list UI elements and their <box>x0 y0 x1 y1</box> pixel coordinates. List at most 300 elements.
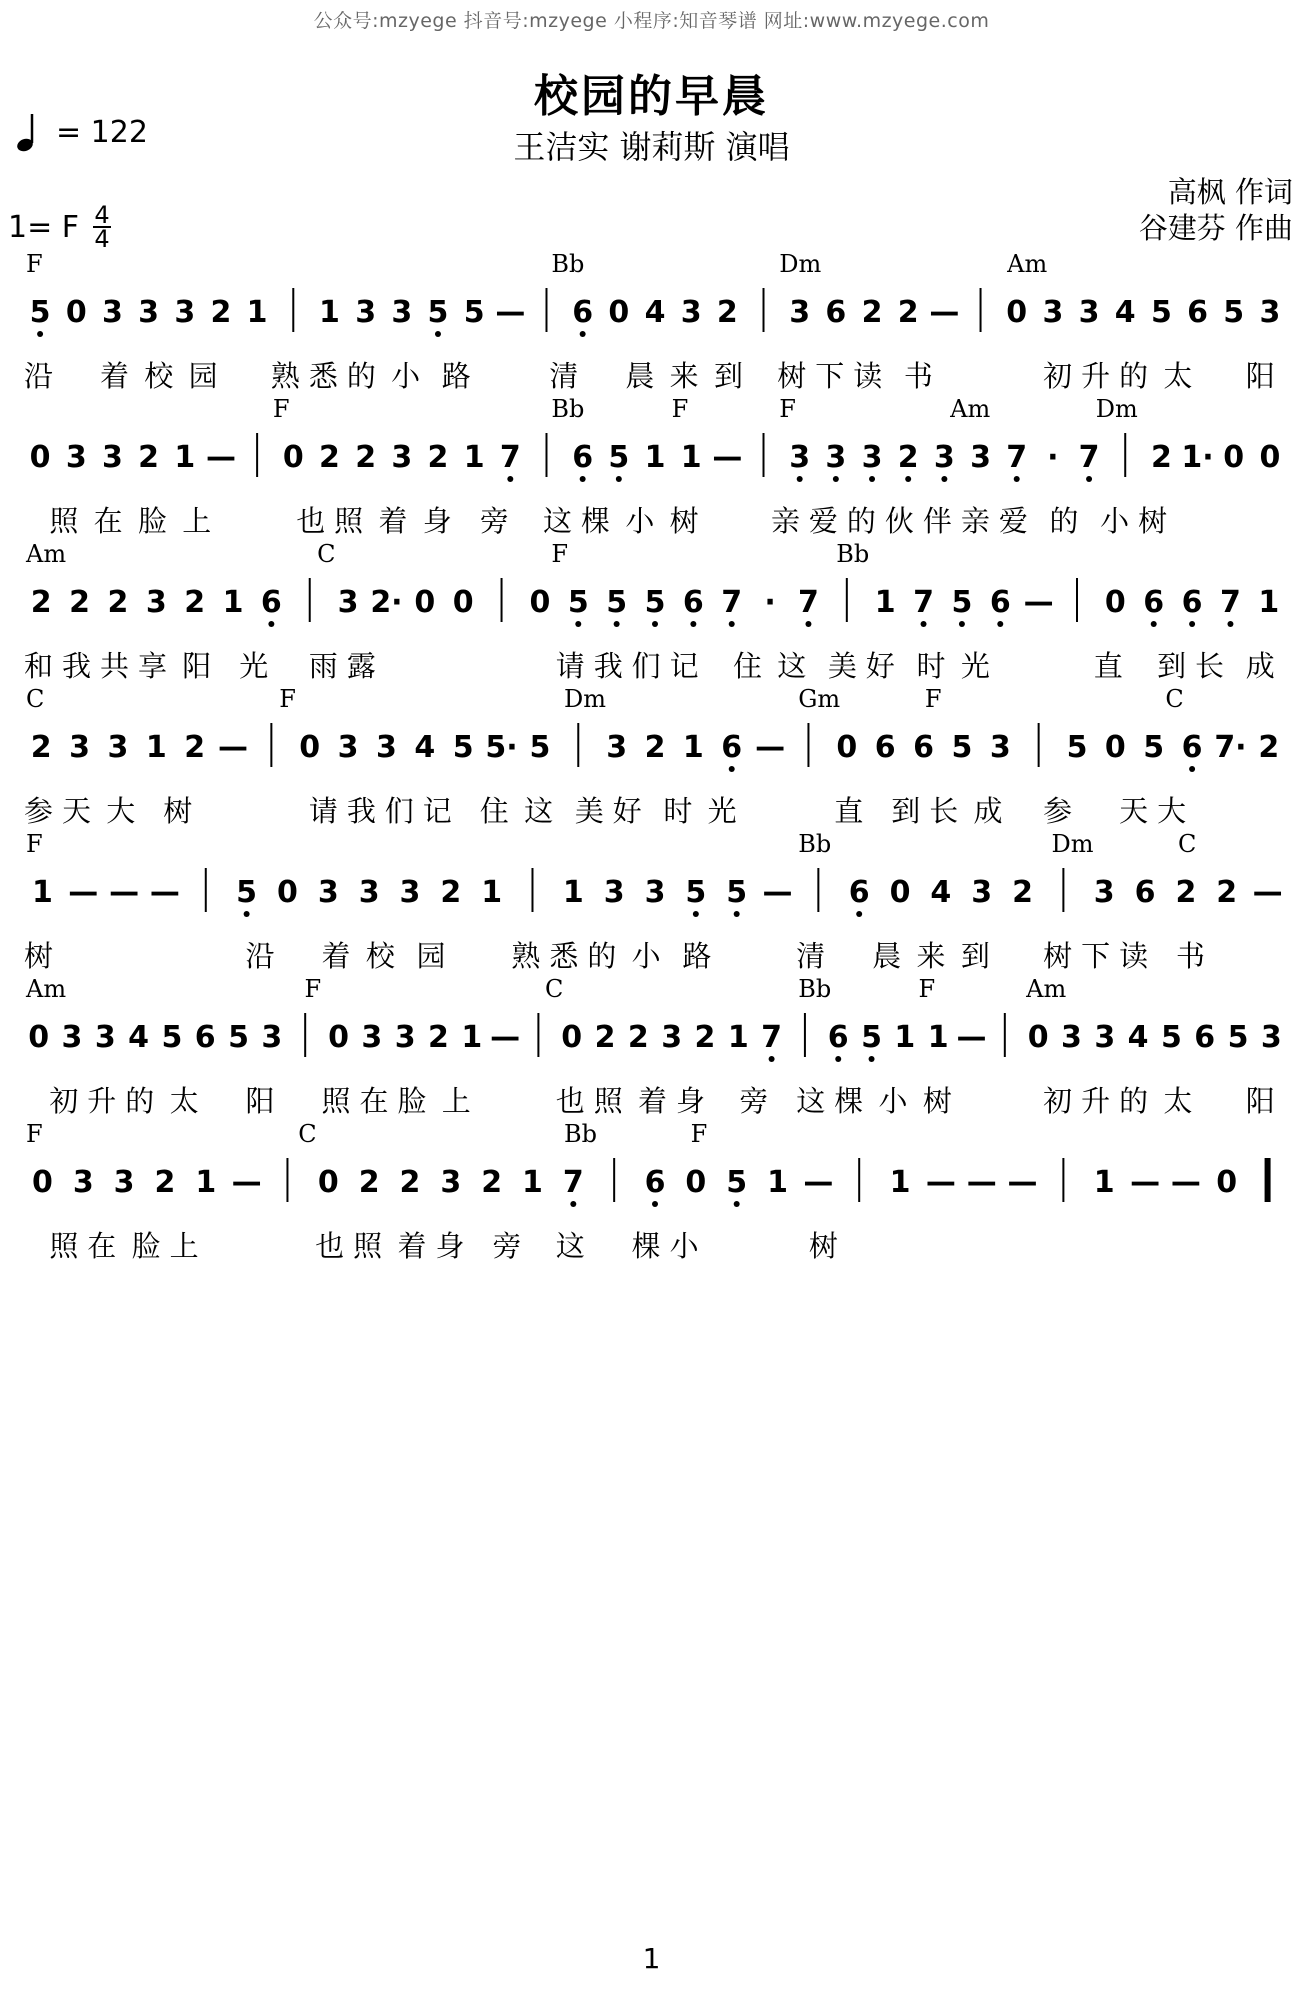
lyric-syllable: 小 <box>631 939 661 973</box>
key-label: 1= F <box>8 209 80 245</box>
chord-row <box>0 250 1303 280</box>
note-numeral: 3 <box>789 295 811 330</box>
lyric-syllable: 升 <box>87 1084 117 1118</box>
source-info-header: 公众号:mzyege 抖音号:mzyege 小程序:知音琴谱 网址:www.mzyege.com <box>313 10 990 32</box>
note-numeral: 1 <box>767 1165 788 1200</box>
lower-octave-dot <box>1086 476 1092 482</box>
note-numeral: 3 <box>145 585 167 620</box>
lyric-syllable: 的 <box>1119 1084 1149 1118</box>
lower-octave-dot <box>575 621 581 627</box>
note-numeral: 3 <box>644 875 666 910</box>
lower-octave-dot <box>614 621 620 627</box>
note-numeral: 1 <box>727 1020 749 1055</box>
note-numeral: 7 <box>721 585 743 620</box>
chord-symbol: Bb <box>551 250 585 278</box>
sustain-dash: — <box>68 875 99 910</box>
lyric-syllable: 树 <box>24 939 54 973</box>
lower-octave-dot <box>729 621 735 627</box>
lower-octave-dot <box>869 1056 875 1062</box>
note-numeral: 0 <box>31 1165 53 1200</box>
note-numeral: 7 <box>913 585 934 620</box>
note-numeral: 3 <box>174 295 196 330</box>
credits-block <box>1139 174 1293 246</box>
lyric-syllable: 校 <box>144 359 174 393</box>
lyric-syllable: 园 <box>416 939 446 973</box>
notation-row <box>22 719 1288 799</box>
lyric-syllable: 着 <box>397 1229 427 1263</box>
chord-symbol: F <box>690 1120 708 1148</box>
note-numeral: 2 <box>1012 875 1033 910</box>
note-numeral: 4 <box>644 295 666 330</box>
chord-symbol: C <box>26 685 45 713</box>
note-numeral: 1 <box>222 585 244 620</box>
lower-octave-dot <box>1014 476 1020 482</box>
note-numeral: 1 <box>894 1020 916 1055</box>
chord-row <box>0 975 1303 1005</box>
lyric-syllable: 下 <box>1081 939 1111 973</box>
note-numeral: 2 <box>644 730 666 765</box>
sustain-dash: — <box>231 1165 262 1200</box>
note-numeral: 7 <box>1006 440 1028 475</box>
lower-octave-dot <box>1227 621 1233 627</box>
note-numeral: 6 <box>1194 1020 1216 1055</box>
note-numeral: 0 <box>1259 440 1281 475</box>
score-line <box>0 395 1303 545</box>
note-numeral: 7· <box>1214 730 1247 765</box>
note-numeral: 3 <box>101 440 123 475</box>
lyric-syllable: 光 <box>707 794 737 828</box>
lower-octave-dot <box>570 1201 576 1207</box>
lyric-syllable: 小 <box>878 1084 908 1118</box>
note-numeral: 3 <box>989 730 1011 765</box>
key-signature <box>8 201 111 253</box>
note-numeral: 2 <box>1258 730 1280 765</box>
note-numeral: 6 <box>825 295 847 330</box>
chord-symbol: F <box>279 685 296 713</box>
lyric-syllable: 清 <box>796 939 826 973</box>
song-title: 校园的早晨 <box>534 71 769 122</box>
note-numeral: 1 <box>889 1165 911 1200</box>
note-numeral: 0 <box>282 440 304 475</box>
lower-octave-dot <box>734 911 740 917</box>
lyric-syllable: 的 <box>125 1084 155 1118</box>
lower-octave-dot <box>1189 766 1195 772</box>
note-numeral: 1 <box>644 440 666 475</box>
chord-symbol: Dm <box>564 685 607 713</box>
chord-symbol: F <box>304 975 322 1003</box>
note-numeral: 0 <box>317 1165 339 1200</box>
lyric-syllable: 着 <box>321 939 351 973</box>
lyric-syllable: 爱 <box>808 504 838 538</box>
note-numeral: 3 <box>376 730 397 765</box>
lower-octave-dot <box>652 621 658 627</box>
note-numeral: 2 <box>440 875 462 910</box>
lyric-syllable: 棵 <box>581 504 611 538</box>
lyric-syllable: 身 <box>435 1229 465 1263</box>
lyric-syllable: 照 <box>334 504 364 538</box>
lower-octave-dot <box>941 476 947 482</box>
chord-row <box>0 540 1303 570</box>
lyric-syllable: 的 <box>587 939 617 973</box>
lower-octave-dot <box>833 476 839 482</box>
sustain-dash: — <box>712 440 743 475</box>
chord-symbol: C <box>545 975 564 1003</box>
note-numeral: 3 <box>61 1020 83 1055</box>
lyric-row <box>24 644 1290 684</box>
note-numeral: 6 <box>572 295 594 330</box>
lyric-syllable: 请 <box>555 649 585 683</box>
lyric-syllable: 小 <box>391 359 421 393</box>
note-numeral: 3 <box>69 730 90 765</box>
lyric-syllable: 到 <box>960 939 990 973</box>
lyric-syllable: 晨 <box>872 939 902 973</box>
lyric-syllable: 的 <box>846 504 876 538</box>
note-numeral: 5 <box>644 585 666 620</box>
chord-symbol: Bb <box>564 1120 598 1148</box>
chord-symbol: Am <box>1007 250 1048 278</box>
note-numeral: 3 <box>358 875 380 910</box>
chord-symbol: C <box>298 1120 317 1148</box>
lyric-syllable: 沿 <box>245 939 275 973</box>
lower-octave-dot <box>734 1201 740 1207</box>
note-numeral: 2 <box>1216 875 1238 910</box>
lyric-syllable: 初 <box>1043 1084 1073 1118</box>
lyricist-credit: 高枫 作词 <box>1167 175 1293 209</box>
note-numeral: 6 <box>721 730 743 765</box>
lyric-syllable: 美 <box>574 794 604 828</box>
note-numeral: 2 <box>428 1020 449 1055</box>
note-numeral: 3 <box>680 295 702 330</box>
note-numeral: 3 <box>1061 1020 1082 1055</box>
lyric-syllable: 清 <box>549 359 579 393</box>
lyric-syllable: 时 <box>663 794 693 828</box>
note-numeral: 3 <box>317 875 339 910</box>
note-numeral: 1 <box>246 295 268 330</box>
note-numeral: 2 <box>358 1165 380 1200</box>
note-numeral: 1 <box>145 730 167 765</box>
lyric-syllable: 读 <box>853 359 883 393</box>
note-numeral: 7 <box>1220 585 1241 620</box>
lyric-row <box>24 499 1290 539</box>
note-numeral: 5 <box>1223 295 1245 330</box>
note-numeral: 3 <box>603 875 625 910</box>
note-numeral: 3 <box>107 730 129 765</box>
note-numeral: 5 <box>1160 1020 1182 1055</box>
notation-svg <box>22 864 1288 934</box>
lyric-syllable: 爱 <box>998 504 1028 538</box>
lower-octave-dot <box>268 621 274 627</box>
chord-symbol: Bb <box>798 975 832 1003</box>
lyric-syllable: 路 <box>441 359 471 393</box>
note-numeral: 1 <box>461 1020 483 1055</box>
note-numeral: 6 <box>1181 585 1203 620</box>
chord-symbol: Dm <box>1051 830 1094 858</box>
note-numeral: 1 <box>195 1165 217 1200</box>
lyric-syllable: 这 <box>543 504 573 538</box>
lyric-syllable: 光 <box>960 649 990 683</box>
lyric-syllable: 我 <box>593 649 623 683</box>
chord-symbol: Dm <box>779 250 822 278</box>
note-numeral: 7 <box>1078 440 1100 475</box>
note-numeral: 2 <box>427 440 449 475</box>
score-line <box>0 975 1303 1125</box>
note-numeral: 5 <box>685 875 707 910</box>
lyric-syllable: 旁 <box>479 504 509 538</box>
lower-octave-dot <box>1151 621 1157 627</box>
lyric-syllable: 小 <box>1100 504 1130 538</box>
lyric-syllable: 书 <box>903 359 933 393</box>
note-numeral: 1 <box>927 1020 949 1055</box>
lyric-syllable: 棵 <box>631 1229 661 1263</box>
notation-row <box>22 1154 1288 1234</box>
lyric-syllable: 熟 <box>270 359 300 393</box>
note-numeral: 2 <box>861 295 883 330</box>
lower-octave-dot <box>652 1201 658 1207</box>
lower-octave-dot <box>580 331 586 337</box>
lyric-syllable: 熟 <box>511 939 541 973</box>
lyric-syllable: 光 <box>239 649 269 683</box>
notation-svg <box>22 574 1288 644</box>
lower-octave-dot <box>797 476 803 482</box>
lyric-syllable: 在 <box>359 1084 389 1118</box>
chord-symbol: Bb <box>836 540 870 568</box>
chord-row <box>0 685 1303 715</box>
sustain-dash: — <box>1023 585 1054 620</box>
note-numeral: · <box>1047 440 1059 475</box>
note-numeral: 0 <box>1006 295 1028 330</box>
lyric-syllable: 直 <box>834 794 864 828</box>
sustain-dash: — <box>1007 1165 1038 1200</box>
note-numeral: 2 <box>594 1020 616 1055</box>
lyric-row <box>24 354 1290 394</box>
score-line <box>0 250 1303 400</box>
lyric-syllable: 读 <box>1119 939 1149 973</box>
lyric-syllable: 共 <box>99 649 129 683</box>
lyric-syllable: 照 <box>49 504 79 538</box>
note-numeral: 0 <box>836 730 858 765</box>
lyric-syllable: 晨 <box>625 359 655 393</box>
lyric-syllable: 身 <box>675 1084 705 1118</box>
chord-symbol: C <box>1165 685 1184 713</box>
chord-symbol: Am <box>950 395 991 423</box>
tempo-value: = 122 <box>56 114 148 150</box>
note-numeral: 5 <box>567 585 589 620</box>
lyric-syllable: 上 <box>182 504 212 538</box>
note-numeral: 0 <box>28 1020 50 1055</box>
note-numeral: 4 <box>930 875 952 910</box>
note-numeral: 2 <box>210 295 232 330</box>
note-numeral: 0 <box>561 1020 583 1055</box>
chord-symbol: F <box>671 395 689 423</box>
score-line <box>0 540 1303 690</box>
note-numeral: 5 <box>726 1165 748 1200</box>
lyric-syllable: 的 <box>1119 359 1149 393</box>
notation-svg <box>22 284 1288 354</box>
lyric-syllable: 直 <box>1093 649 1123 683</box>
notation-row <box>22 864 1288 944</box>
sustain-dash: — <box>1170 1165 1201 1200</box>
score-line <box>0 830 1303 980</box>
tempo-marking <box>16 112 148 152</box>
lyric-syllable: 树 <box>1043 939 1073 973</box>
note-numeral: 6 <box>913 730 934 765</box>
note-numeral: 3 <box>970 440 991 475</box>
lyric-row <box>24 1079 1290 1119</box>
note-numeral: 3 <box>101 295 123 330</box>
lyric-syllable: 树 <box>777 359 807 393</box>
sustain-dash: — <box>490 1020 521 1055</box>
lyric-syllable: 亲 <box>770 504 800 538</box>
lyric-syllable: 雨 <box>308 649 338 683</box>
note-numeral: 3 <box>1093 875 1115 910</box>
lyric-syllable: 长 <box>1195 649 1225 683</box>
lyric-syllable: 天 <box>61 794 91 828</box>
note-numeral: 0 <box>1223 440 1245 475</box>
note-numeral: 1 <box>1093 1165 1115 1200</box>
note-numeral: 3 <box>113 1165 135 1200</box>
lyric-syllable: 伙 <box>884 504 914 538</box>
lyric-syllable: 太 <box>169 1084 199 1118</box>
lower-octave-dot <box>769 1056 775 1062</box>
note-numeral: 2· <box>370 585 403 620</box>
time-signature <box>93 201 111 253</box>
lyric-syllable: 成 <box>973 794 1003 828</box>
chord-symbol: F <box>26 250 43 278</box>
note-numeral: · <box>764 585 776 620</box>
note-numeral: 3 <box>1259 295 1281 330</box>
lower-octave-dot <box>690 621 696 627</box>
lyric-syllable: 的 <box>346 359 376 393</box>
lyric-syllable: 天 <box>1119 794 1149 828</box>
time-signature-bottom: 4 <box>94 225 110 253</box>
score-line <box>0 1120 1303 1270</box>
note-numeral: 5 <box>161 1020 183 1055</box>
notation-row <box>22 574 1288 654</box>
lyric-syllable: 住 <box>479 794 509 828</box>
note-numeral: 3 <box>825 440 847 475</box>
note-numeral: 2 <box>30 585 52 620</box>
lyric-syllable: 上 <box>441 1084 471 1118</box>
lyric-syllable: 到 <box>891 794 921 828</box>
note-numeral: 6 <box>1187 295 1209 330</box>
lyric-row <box>24 934 1290 974</box>
lyric-syllable: 阳 <box>1245 359 1275 393</box>
note-numeral: 2 <box>184 585 206 620</box>
chord-symbol: Am <box>26 975 67 1003</box>
note-numeral: 0 <box>299 730 321 765</box>
lyric-syllable: 来 <box>916 939 946 973</box>
sustain-dash: — <box>1130 1165 1161 1200</box>
lyric-syllable: 校 <box>365 939 395 973</box>
note-numeral: 0 <box>328 1020 349 1055</box>
note-numeral: 0 <box>1216 1165 1238 1200</box>
chord-symbol: Bb <box>798 830 832 858</box>
lyric-syllable: 沿 <box>24 359 54 393</box>
lyric-syllable: 上 <box>169 1229 199 1263</box>
lyric-syllable: 脸 <box>137 504 167 538</box>
notation-svg <box>22 1009 1288 1079</box>
lyric-syllable: 时 <box>916 649 946 683</box>
lyric-syllable: 着 <box>638 1084 668 1118</box>
note-numeral: 2 <box>897 440 919 475</box>
note-numeral: 2 <box>107 585 129 620</box>
note-numeral: 6 <box>260 585 282 620</box>
lower-octave-dot <box>616 476 622 482</box>
note-numeral: 2 <box>716 295 738 330</box>
sustain-dash: — <box>755 730 786 765</box>
page-number: 1 <box>642 1942 661 1975</box>
lower-octave-dot <box>729 766 735 772</box>
note-numeral: 0 <box>65 295 87 330</box>
score-line <box>0 685 1303 835</box>
note-numeral: 1 <box>174 440 196 475</box>
note-numeral: 5 <box>529 730 551 765</box>
lyric-syllable: 这 <box>796 1084 826 1118</box>
lower-octave-dot <box>856 911 862 917</box>
lyric-syllable: 着 <box>99 359 129 393</box>
lyric-syllable: 园 <box>188 359 218 393</box>
sustain-dash: — <box>218 730 248 765</box>
composer-credit: 谷建芬 作曲 <box>1138 211 1293 245</box>
note-numeral: 3 <box>94 1020 116 1055</box>
sustain-dash: — <box>149 875 180 910</box>
note-numeral: 0 <box>529 585 551 620</box>
sustain-dash: — <box>929 295 960 330</box>
note-numeral: 1 <box>522 1165 543 1200</box>
lyric-row <box>24 1224 1290 1264</box>
lyric-syllable: 这 <box>777 649 807 683</box>
sustain-dash: — <box>956 1020 987 1055</box>
notation-svg <box>22 429 1288 499</box>
chord-symbol: Bb <box>551 395 585 423</box>
note-numeral: 3 <box>861 440 883 475</box>
lyric-syllable: 这 <box>524 794 554 828</box>
lyric-syllable: 照 <box>593 1084 623 1118</box>
chord-symbol: F <box>918 975 936 1003</box>
lyric-syllable: 也 <box>296 504 326 538</box>
lyric-syllable: 享 <box>137 649 167 683</box>
note-numeral: 2 <box>1175 875 1197 910</box>
lower-octave-dot <box>921 621 927 627</box>
note-numeral: 3 <box>391 295 413 330</box>
notation-row <box>22 429 1288 509</box>
lyric-syllable: 树 <box>163 794 193 828</box>
lyric-syllable: 长 <box>929 794 959 828</box>
note-numeral: 4 <box>1114 295 1136 330</box>
chord-symbol: C <box>317 540 336 568</box>
lyric-syllable: 小 <box>669 1229 699 1263</box>
note-numeral: 2 <box>138 440 160 475</box>
lyric-syllable: 太 <box>1163 359 1193 393</box>
chord-symbol: F <box>551 540 569 568</box>
note-numeral: 3 <box>606 730 628 765</box>
lyric-syllable: 身 <box>422 504 452 538</box>
lyric-syllable: 树 <box>922 1084 952 1118</box>
lyric-syllable: 这 <box>555 1229 585 1263</box>
note-numeral: 0 <box>889 875 911 910</box>
chord-row <box>0 395 1303 425</box>
note-numeral: 2 <box>627 1020 649 1055</box>
lyric-syllable: 和 <box>24 649 54 683</box>
lyric-syllable: 旁 <box>739 1084 769 1118</box>
note-numeral: 0 <box>29 440 51 475</box>
note-numeral: 0 <box>1027 1020 1049 1055</box>
note-numeral: 3 <box>1078 295 1100 330</box>
chord-symbol: F <box>779 395 796 423</box>
note-numeral: 5 <box>1150 295 1172 330</box>
chord-row <box>0 830 1303 860</box>
lyric-syllable: 初 <box>1043 359 1073 393</box>
